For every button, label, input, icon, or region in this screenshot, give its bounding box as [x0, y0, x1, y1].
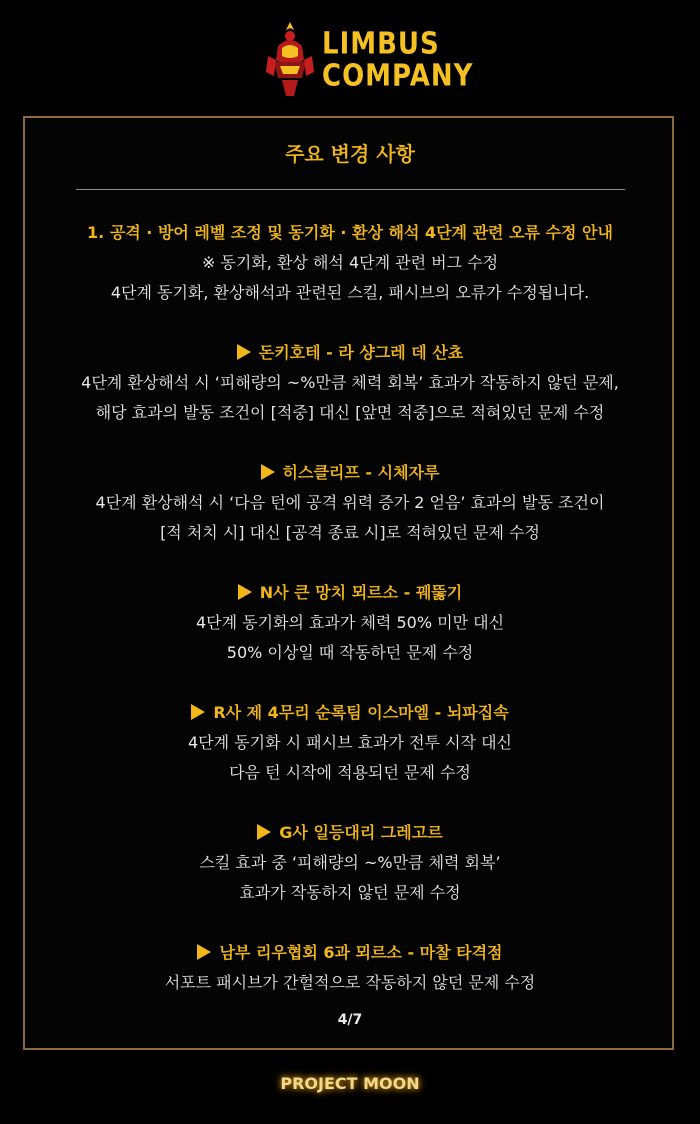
- section-heading-text: R사 제 4무리 순록팀 이스마엘 - 뇌파집속: [213, 703, 509, 722]
- limbus-company-logo: [264, 16, 474, 100]
- logo-line-2: COMPANY: [322, 59, 474, 94]
- section-line: 4단계 동기화, 환상해석과 관련된 스킬, 패시브의 오류가 수정됩니다.: [110, 283, 590, 302]
- section-line: [적 처치 시] 대신 [공격 종료 시]로 적혀있던 문제 수정: [160, 523, 540, 542]
- section-line: 50% 이상일 때 작동하던 문제 수정: [226, 643, 474, 662]
- section-heading-text: N사 큰 망치 뫼르소 - 꿰뚫기: [259, 583, 463, 602]
- logo-emblem-icon: [264, 16, 316, 100]
- change-section: [0, 218, 700, 308]
- play-arrow-icon: [197, 944, 211, 960]
- section-line: 다음 턴 시작에 적용되던 문제 수정: [229, 763, 471, 782]
- change-section: [0, 818, 700, 908]
- section-line: 서포트 패시브가 간헐적으로 작동하지 않던 문제 수정: [164, 973, 536, 992]
- section-heading-text: 돈키호테 - 라 샹그레 데 산쵸: [258, 343, 464, 362]
- play-arrow-icon: [191, 704, 205, 720]
- section-heading-text: 히스클리프 - 시체자루: [282, 463, 440, 482]
- section-line: 4단계 환상해석 시 ‘다음 턴에 공격 위력 증가 2 얻음’ 효과의 발동 조건이: [95, 493, 605, 512]
- section-line: 4단계 환상해석 시 ‘피해량의 ~%만큼 체력 회복’ 효과가 작동하지 않던 문제,: [81, 373, 619, 392]
- section-line: 스킬 효과 중 ‘피해량의 ~%만큼 체력 회복’: [199, 853, 501, 872]
- section-heading: 1. 공격 · 방어 레벨 조정 및 동기화 · 환상 해석 4단계 관련 오류 수정 안내: [87, 223, 613, 242]
- section-line: ※ 동기화, 환상 해석 4단계 관련 버그 수정: [201, 253, 499, 272]
- section-heading: [0, 698, 700, 728]
- section-heading: [0, 578, 700, 608]
- logo-wordmark: [322, 28, 473, 92]
- section-line: 4단계 동기화 시 패시브 효과가 전투 시작 대신: [188, 733, 512, 752]
- change-section: [0, 698, 700, 788]
- section-heading-text: G사 일등대리 그레고르: [279, 823, 443, 842]
- change-section: [0, 938, 700, 998]
- section-heading: [0, 938, 700, 968]
- play-arrow-icon: [257, 824, 271, 840]
- section-heading-text: 남부 리우협회 6과 뫼르소 - 마찰 타격점: [219, 943, 503, 962]
- change-section: [0, 338, 700, 428]
- section-line: 4단계 동기화의 효과가 체력 50% 미만 대신: [195, 613, 505, 632]
- footer-brand: PROJECT MOON: [280, 1074, 420, 1093]
- change-section: [0, 578, 700, 668]
- title-divider: [76, 189, 625, 190]
- page-indicator: 4/7: [337, 1012, 363, 1028]
- section-heading: [0, 338, 700, 368]
- play-arrow-icon: [238, 584, 252, 600]
- change-section: [0, 458, 700, 548]
- section-heading: [0, 818, 700, 848]
- play-arrow-icon: [261, 464, 275, 480]
- logo-line-1: LIMBUS: [322, 26, 440, 62]
- section-line: 해당 효과의 발동 조건이 [적중] 대신 [앞면 적중]으로 적혀있던 문제 수정: [95, 403, 605, 422]
- page-title: 주요 변경 사항: [285, 142, 415, 166]
- play-arrow-icon: [237, 344, 251, 360]
- changes-list: [0, 218, 700, 998]
- section-heading: [0, 458, 700, 488]
- section-line: 효과가 작동하지 않던 문제 수정: [239, 883, 461, 902]
